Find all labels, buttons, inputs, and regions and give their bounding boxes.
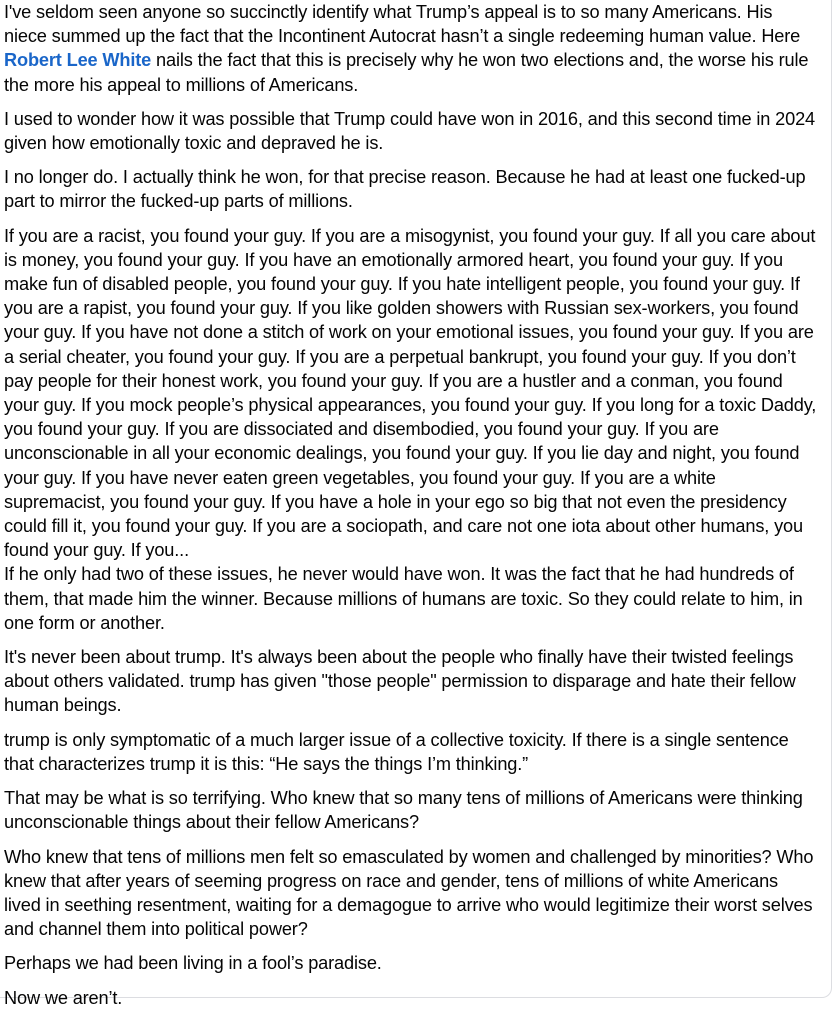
post-paragraph-closing: Now we aren’t. <box>4 987 123 1008</box>
post-paragraph: If he only had two of these issues, he never would have won. It was the fact that he had hundreds of them, that made him the winner. Because millions of humans are toxic. So they could relate to him, in one form or another. <box>4 564 803 633</box>
post-paragraph-intro <box>4 0 819 97</box>
post-paragraph: Perhaps we had been living in a fool’s paradise. <box>4 953 382 974</box>
intro-text-before: I've seldom seen anyone so succinctly identify what Trump’s appeal is to so many Americans. His niece summed up the fact that the Incontinent Autocrat hasn’t a single redeeming human value. Here <box>4 2 801 47</box>
intro-text-after: nails the fact that this is precisely why he won two elections and, the worse his rule the more his appeal to millions of Americans. <box>4 50 809 95</box>
post-paragraph: trump is only symptomatic of a much larger issue of a collective toxicity. If there is a single sentence that characterizes trump it is this: “He says the things I’m thinking.” <box>4 729 789 774</box>
post-paragraph: I no longer do. I actually think he won, for that precise reason. Because he had at least one fucked-up part to mirror the fucked-up parts of millions. <box>4 167 806 212</box>
post-paragraph: That may be what is so terrifying. Who knew that so many tens of millions of Americans were thinking unconscionable things about their fellow Americans? <box>4 788 803 833</box>
post-paragraph: I used to wonder how it was possible that Trump could have won in 2016, and this second time in 2024 given how emotionally toxic and depraved he is. <box>4 108 816 154</box>
mention-link-robert-lee-white[interactable]: Robert Lee White <box>4 50 152 71</box>
post-paragraph-list: If you are a racist, you found your guy. If you are a misogynist, you found your guy. If all you care about is money, you found your guy. If you have an emotionally armored heart, you found your guy. If you make fun of disabled people, you found your guy. If you hate intelligent people, you found your guy. If you are a rapist, you found your guy. If you like golden showers with Russian sex-workers, you found your guy. If you have not done a stitch of work on your emotional issues, you found your guy. If you are a serial cheater, you found your guy. If you are a perpetual bankrupt, you found your guy. If you don’t pay people for their honest work, you found your guy. If you are a hustler and a conman, you found your guy. If you mock people’s physical appearances, you found your guy. If you long for a toxic Daddy, you found your guy. If you are dissociated and disembodied, you found your guy. If you are unconscionable in all your economic dealings, you found your guy. If you lie day and night, you found your guy. If you have never eaten green vegetables, you found your guy. If you are a white supremacist, you found your guy. If you have a hole in your ego so big that not even the presidency could fill it, you found your guy. If you are a sociopath, and care not one iota about other humans, you found your guy. If you... <box>4 225 817 561</box>
post-paragraph: It's never been about trump. It's always been about the people who finally have their twisted feelings about others validated. trump has given "those people" permission to disparage and hate their fellow human beings. <box>4 647 796 716</box>
post-paragraph: Who knew that tens of millions men felt so emasculated by women and challenged by minorities? Who knew that after years of seeming progress on race and gender, tens of millions of white Americans lived in seething resentment, waiting for a demagogue to arrive who would legitimize their worst selves and channel them into political power? <box>4 846 814 940</box>
